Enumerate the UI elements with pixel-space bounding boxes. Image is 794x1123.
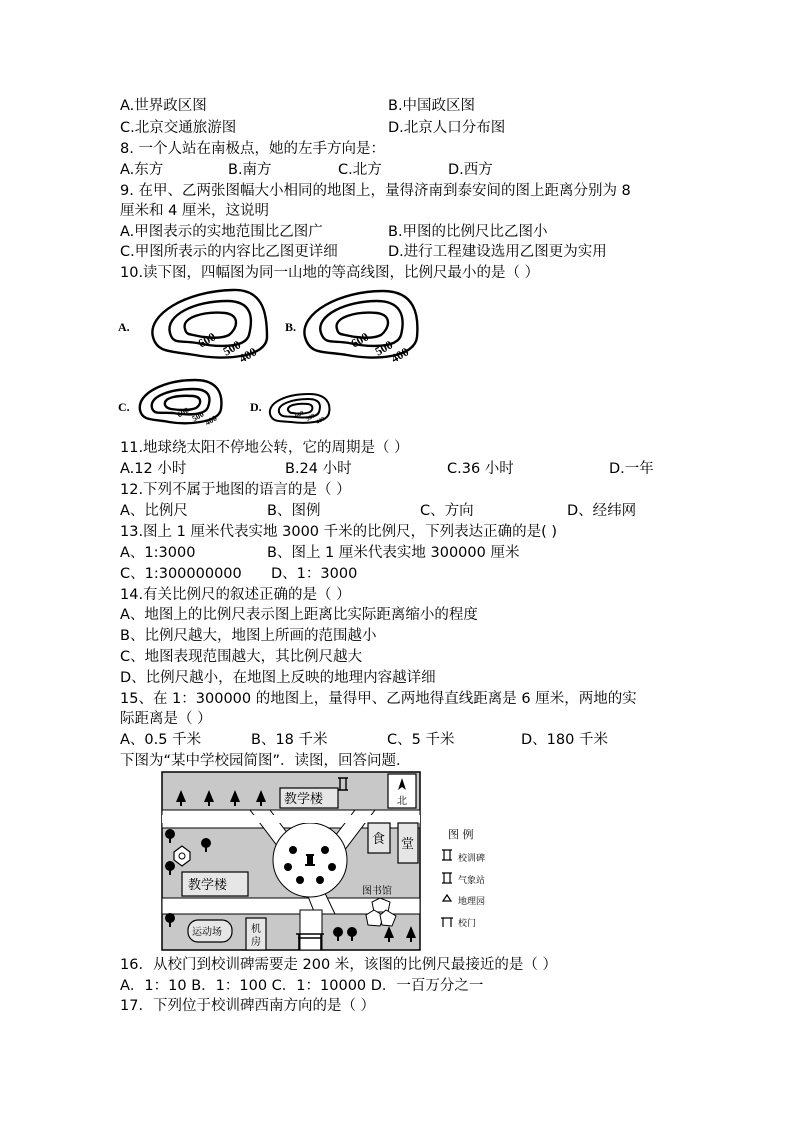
computer-room-label-1: 机: [251, 924, 261, 935]
q11-option-d: D.一年: [609, 461, 654, 477]
teaching-building-left-label: 教学楼: [188, 878, 228, 893]
q9-option-c: C.甲图所表示的内容比乙图更详细: [120, 244, 338, 260]
q12-stem: 12.下列不属于地图的语言的是（ ）: [120, 482, 351, 498]
contour-d-label-600: 600: [294, 410, 306, 420]
q17-stem: 17．下列位于校训碑西南方向的是（ ）: [120, 998, 376, 1014]
q9-option-d: D.进行工程建设选用乙图更为实用: [388, 244, 607, 260]
campus-map: [160, 770, 490, 952]
canteen-label-2: 堂: [401, 837, 415, 852]
campus-intro: 下图为“某中学校园简图”．读图，回答问题．: [120, 753, 411, 769]
q12-option-b: B、图例: [267, 503, 321, 519]
q12-option-a: A、比例尺: [120, 503, 188, 519]
q7-option-d: D.北京人口分布图: [388, 120, 506, 136]
contour-b-label-500: 500: [372, 337, 396, 359]
q8-stem: 8. 一个人站在南极点，她的左手方向是：: [120, 141, 385, 157]
library-label: 图书馆: [362, 886, 392, 897]
contour-a-label-600: 600: [195, 329, 219, 351]
q7-row-1: [120, 96, 207, 116]
q9-option-b: B.甲图的比例尺比乙图小: [388, 224, 548, 240]
label-b: B.: [285, 320, 297, 334]
road-top-fill: [162, 815, 420, 823]
q8-option-b: B.南方: [228, 162, 272, 178]
north-label: 北: [397, 796, 407, 807]
contour-maps-figure: [115, 285, 435, 433]
legend-weather-label: 气象站: [458, 876, 486, 886]
q10-stem: 10.读下图，四幅图为同一山地的等高线图，比例尺最小的是（ ）: [120, 265, 540, 281]
q13-option-b: B、图上 1 厘米代表实地 300000 厘米: [267, 545, 520, 561]
q15-option-c: C、5 千米: [387, 732, 455, 748]
legend-monument-label: 校训碑: [458, 854, 486, 864]
legend-garden-label: 地理园: [458, 897, 486, 907]
road-gate: [300, 910, 322, 950]
q7-option-a: A.世界政区图: [120, 98, 207, 114]
playground-label: 运动场: [192, 927, 222, 938]
q15-stem-2: 际距离是（ ）: [120, 711, 212, 727]
q14-option-d: D、比例尺越小，在地图上反映的地理内容越详细: [120, 670, 436, 686]
q15-option-a: A、0.5 千米: [120, 732, 202, 748]
contour-d-label-400: 400: [315, 416, 327, 426]
contour-c-label-600: 600: [175, 405, 191, 420]
q8-option-a: A.东方: [120, 162, 164, 178]
q9-stem-1: 9. 在甲、乙两张图幅大小相同的地图上，量得济南到泰安间的图上距离分别为 8: [120, 183, 631, 199]
q16-stem: 16．从校门到校训碑需要走 200 米，该图的比例尺最接近的是（ ）: [120, 957, 557, 973]
q13-stem: 13.图上 1 厘米代表实地 3000 千米的比例尺，下列表达正确的是( ): [120, 524, 558, 540]
legend-weather-icon: [442, 873, 452, 883]
contour-a-label-400: 400: [236, 344, 260, 366]
q11-option-c: C.36 小时: [447, 461, 514, 477]
label-d: D.: [250, 400, 262, 414]
q12-option-c: C、方向: [420, 503, 474, 519]
q11-stem: 11.地球绕太阳不停地公转，它的周期是（ ）: [120, 440, 409, 456]
q12-option-d: D、经纬网: [567, 503, 637, 519]
q15-stem-1: 15、在 1：300000 的地图上，量得甲、乙两地得直线距离是 6 厘米，两地的实: [120, 691, 637, 707]
canteen-label-1: 食: [372, 832, 386, 847]
legend-gate-icon: [441, 918, 453, 927]
q8-option-d: D.西方: [448, 162, 493, 178]
q9-option-a: A.甲图表示的实地范围比乙图广: [120, 224, 323, 240]
q8-option-c: C.北方: [338, 162, 382, 178]
q15-option-d: D、180 千米: [521, 732, 608, 748]
q15-option-b: B、18 千米: [251, 732, 328, 748]
contour-d-label-500: 500: [305, 413, 317, 423]
q13-option-a: A、1:3000: [120, 545, 196, 561]
q14-option-c: C、地图表现范围越大，其比例尺越大: [120, 649, 363, 665]
q14-stem: 14.有关比例尺的叙述正确的是（ ）: [120, 587, 351, 603]
computer-room-label-2: 房: [251, 937, 261, 948]
legend-title: 图 例: [448, 828, 474, 841]
q7-option-b: B.中国政区图: [388, 98, 476, 114]
q11-option-a: A.12 小时: [120, 461, 187, 477]
q7-option-c: C.北京交通旅游图: [120, 120, 237, 136]
legend-gate-label: 校门: [458, 919, 477, 929]
label-a: A.: [118, 320, 130, 334]
contour-b-label-400: 400: [388, 344, 412, 366]
q13-option-d: D、1：3000: [271, 566, 358, 582]
contour-c-label-500: 500: [190, 409, 206, 424]
q14-option-a: A、地图上的比例尺表示图上距离比实际距离缩小的程度: [120, 607, 478, 623]
contour-b-label-600: 600: [348, 329, 372, 351]
legend-garden-icon: [443, 895, 451, 901]
teaching-building-top-label: 教学楼: [284, 792, 324, 807]
label-c: C.: [118, 400, 130, 414]
contour-c-label-400: 400: [203, 413, 219, 428]
contour-a-label-500: 500: [220, 337, 244, 359]
legend: [448, 827, 485, 929]
q14-option-b: B、比例尺越大，地图上所画的范围越小: [120, 628, 377, 644]
q13-option-c: C、1:300000000: [120, 566, 242, 582]
q11-option-b: B.24 小时: [285, 461, 352, 477]
q9-stem-2: 厘米和 4 厘米，这说明: [120, 203, 269, 219]
legend-monument-icon: [442, 850, 452, 860]
q16-options: A．1：10 B．1：100 C．1：10000 D．一百万分之一: [120, 978, 484, 994]
